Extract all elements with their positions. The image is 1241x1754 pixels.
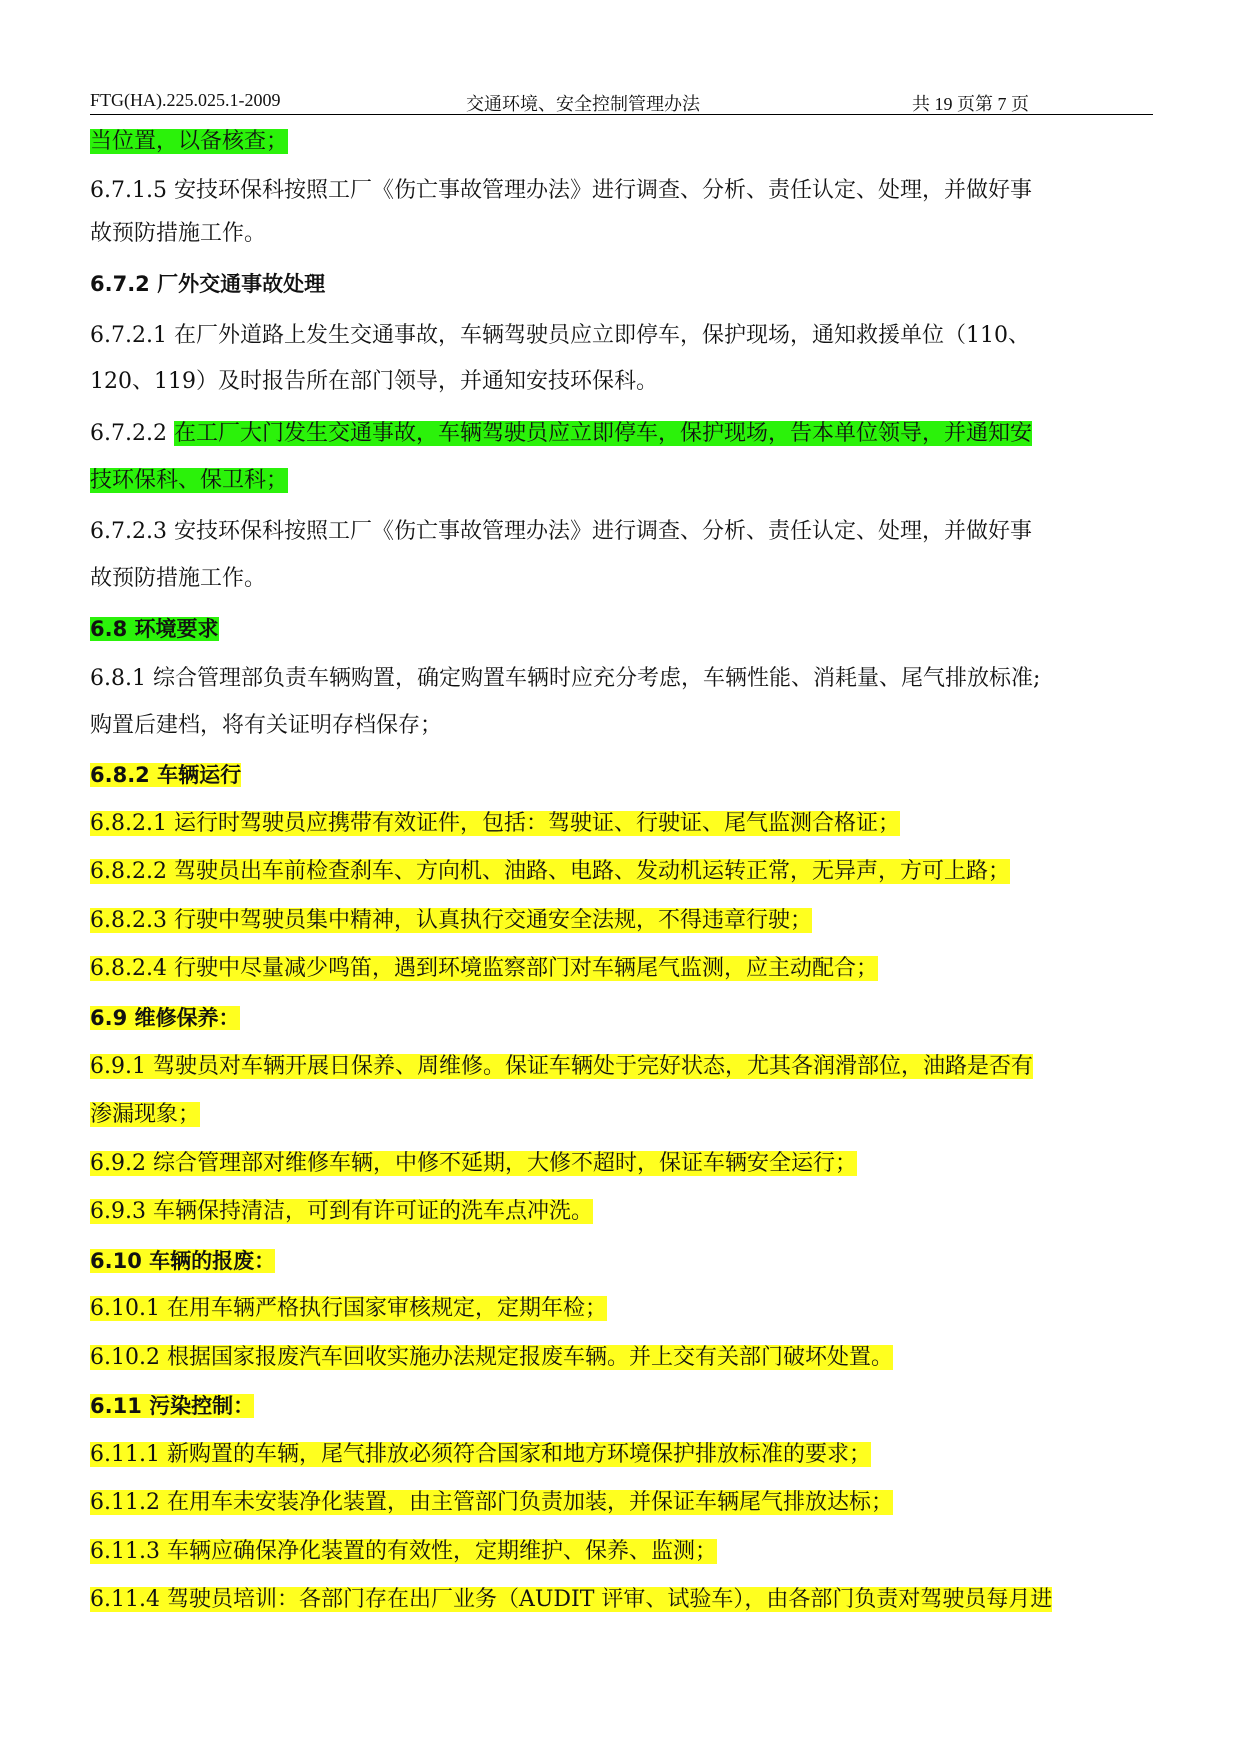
body-line: 购置后建档，将有关证明存档保存；: [90, 713, 443, 738]
body-line: 6.11.4 驾驶员培训：各部门存在出厂业务（AUDIT 评审、试验车），由各部门负责对驾驶员每月进: [90, 1587, 1053, 1612]
section-heading: 6.11 污染控制：: [90, 1394, 255, 1418]
body-line: 当位置，以备核查；: [90, 129, 289, 154]
body-line: 6.10.1 在用车辆严格执行国家审核规定，定期年检；: [90, 1296, 607, 1321]
body-line: 故预防措施工作。: [90, 221, 267, 246]
header-rule: [90, 114, 1153, 115]
body-line: 120、119）及时报告所在部门领导，并通知安技环保科。: [90, 369, 658, 394]
body-line: 6.8.2.2 驾驶员出车前检查刹车、方向机、油路、电路、发动机运转正常，无异声，方可上路；: [90, 859, 1010, 884]
body-line: 6.11.3 车辆应确保净化装置的有效性，定期维护、保养、监测；: [90, 1539, 717, 1564]
body-line: 6.7.1.5 安技环保科按照工厂《伤亡事故管理办法》进行调查、分析、责任认定、处理，并做好事: [90, 178, 1032, 203]
body-line: 6.7.2.3 安技环保科按照工厂《伤亡事故管理办法》进行调查、分析、责任认定、处理，并做好事: [90, 519, 1032, 544]
body-line: 6.11.1 新购置的车辆，尾气排放必须符合国家和地方环境保护排放标准的要求；: [90, 1442, 871, 1467]
body-line: 6.9.3 车辆保持清洁，可到有许可证的洗车点冲洗。: [90, 1199, 593, 1224]
section-heading: 6.8 环境要求: [90, 617, 219, 641]
doc-title: 交通环境、安全控制管理办法: [466, 94, 700, 114]
body-line: 6.8.1 综合管理部负责车辆购置，确定购置车辆时应充分考虑，车辆性能、消耗量、尾气排放标准;: [90, 666, 1041, 691]
clause-number: 6.7.2.2: [90, 421, 174, 446]
body-line: 6.10.2 根据国家报废汽车回收实施办法规定报废车辆。并上交有关部门破坏处置。: [90, 1345, 893, 1370]
body-line: 6.8.2.1 运行时驾驶员应携带有效证件，包括：驾驶证、行驶证、尾气监测合格证；: [90, 811, 900, 836]
section-heading: 6.9 维修保养：: [90, 1006, 240, 1030]
body-line: 6.11.2 在用车未安装净化装置，由主管部门负责加装，并保证车辆尾气排放达标；: [90, 1490, 893, 1515]
body-line: 6.9.1 驾驶员对车辆开展日保养、周维修。保证车辆处于完好状态，尤其各润滑部位，油路是否有: [90, 1054, 1033, 1079]
section-heading: 6.8.2 车辆运行: [90, 763, 242, 787]
body-line: 渗漏现象；: [90, 1102, 201, 1127]
section-heading: 6.10 车辆的报废：: [90, 1249, 276, 1273]
body-line: 6.8.2.4 行驶中尽量减少鸣笛，遇到环境监察部门对车辆尾气监测，应主动配合；: [90, 956, 878, 981]
body-line: 技环保科、保卫科；: [90, 468, 289, 493]
doc-code: FTG(HA).225.025.1-2009: [90, 90, 281, 110]
section-heading: 6.7.2 厂外交通事故处理: [90, 272, 326, 296]
body-line: 故预防措施工作。: [90, 566, 267, 591]
body-line: 6.9.2 综合管理部对维修车辆，中修不延期，大修不超时，保证车辆安全运行；: [90, 1151, 857, 1176]
body-line: 6.7.2.1 在厂外道路上发生交通事故，车辆驾驶员应立即停车，保护现场，通知救援单位（110、: [90, 323, 1030, 348]
page-number-info: 共 19 页第 7 页: [912, 94, 1029, 114]
body-line: 6.8.2.3 行驶中驾驶员集中精神，认真执行交通安全法规，不得违章行驶；: [90, 908, 812, 933]
body-line: 在工厂大门发生交通事故，车辆驾驶员应立即停车，保护现场，告本单位领导，并通知安: [173, 421, 1032, 446]
